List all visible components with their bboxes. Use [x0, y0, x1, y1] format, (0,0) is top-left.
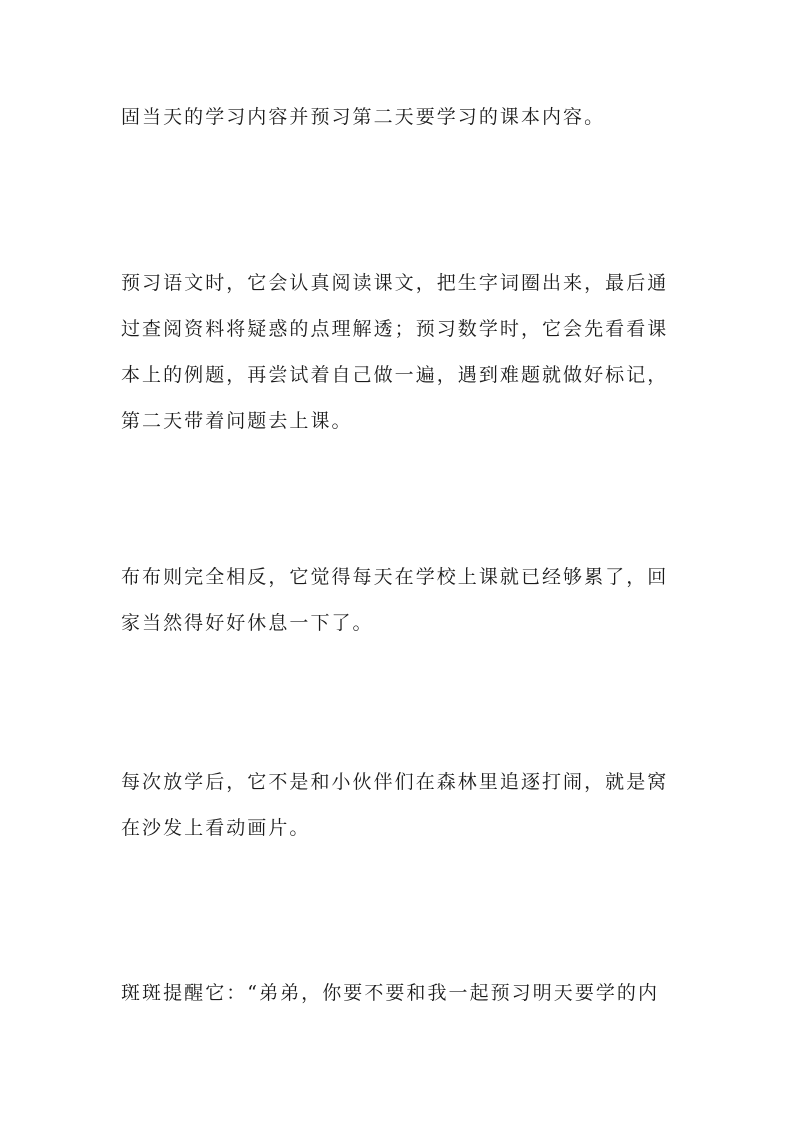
text-line: 固当天的学习内容并预习第二天要学习的课本内容。 — [121, 106, 606, 128]
text-line: 布布则完全相反，它觉得每天在学校上课就已经够累了，回 — [121, 566, 669, 588]
text-line: 本上的例题，再尝试着自己做一遍，遇到难题就做好标记， — [121, 364, 669, 386]
text-line: 每次放学后，它不是和小伙伴们在森林里追逐打闹，就是窝 — [121, 771, 669, 793]
text-line: 家当然得好好休息一下了。 — [121, 612, 374, 634]
text-line: 第二天带着问题去上课。 — [121, 410, 353, 432]
text-line: 过查阅资料将疑惑的点理解透；预习数学时，它会先看看课 — [121, 318, 669, 340]
text-line: 在沙发上看动画片。 — [121, 817, 311, 839]
text-line: 预习语文时，它会认真阅读课文，把生字词圈出来，最后通 — [121, 272, 669, 294]
text-line: 斑斑提醒它：“弟弟，你要不要和我一起预习明天要学的内 — [121, 982, 660, 1004]
